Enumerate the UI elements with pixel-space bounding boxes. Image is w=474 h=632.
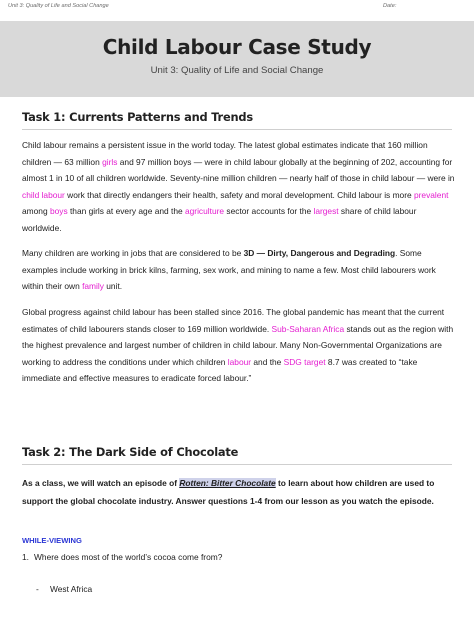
answer-text: West Africa [50,584,93,594]
term-3d: 3D — Dirty, Dangerous and Degrading [243,248,396,258]
while-viewing-heading: WHILE-VIEWING [22,536,82,545]
question-number: 1. [22,552,29,562]
answer-1 [36,584,92,594]
keyword-prevalent: prevalent [413,189,449,200]
keyword-child-labour: child labour [22,189,65,200]
keyword-family: family [82,281,104,292]
document-subtitle: Unit 3: Quality of Life and Social Change [150,65,324,76]
task1-paragraph-2: Many children are working in jobs that are considered to be 3D — Dirty, Dangerous and Degrading. Some examples include working in brick kilns, farming, sex work, and mining to name a few. Most child labourers work within their own family unit. [22,248,436,292]
keyword-largest: largest [313,206,339,217]
task2-intro: As a class, we will watch an episode of Rotten: Bitter Chocolate to learn about how children are used to support the global chocolate industry. Answer questions 1-4 from our lesson as you watch the episode. [22,478,435,506]
answer-dash: - [36,584,39,594]
date-label: Date: [383,3,397,9]
task1-paragraph-1: Child labour remains a persistent issue in the world today. The latest global estimates indicate that 160 million children — 63 million girls and 97 million boys — were in child labour globally at the beginning of 202, accounting for almost 1 in 10 of all children worldwide. Seventy-nine million children — nearly half of those in child labour — were in child labour work that directly endangers their health, safety and moral development. Child labour is more prevalent among boys than girls at every age and the agriculture sector accounts for the largest share of child labour worldwide. [22,140,455,233]
keyword-sub-saharan-africa: Sub-Saharan Africa [271,323,345,334]
unit-label: Unit 3: Quality of Life and Social Change [8,3,109,9]
title-banner [0,21,474,97]
keyword-agriculture: agriculture [184,206,225,217]
question-text: Where does most of the world’s cocoa come from? [34,552,223,562]
keyword-labour: labour [227,356,252,367]
episode-title: Rotten: Bitter Chocolate [179,478,276,488]
task1-paragraph-3: Global progress against child labour has been stalled since 2016. The global pandemic has meant that the current estimates of child labourers stands closer to 169 million worldwide. Sub-Saharan Africa stands out as the region with the highest prevalence and largest number of children in child labour. Many Non-Governmental Organizations are working to address the conditions under which children labour and the SDG target 8.7 was created to “take immediate and effective measures to eradicate forced labour.” [22,307,454,384]
keyword-girls: girls [102,156,118,167]
task2-heading: Task 2: The Dark Side of Chocolate [22,445,239,459]
keyword-sdg-target: SDG target [283,356,326,367]
task2-divider [22,464,452,465]
task1-divider [22,129,452,130]
question-1 [22,552,222,562]
task1-heading: Task 1: Currents Patterns and Trends [22,110,253,124]
document-title: Child Labour Case Study [102,35,372,59]
keyword-boys: boys [49,206,68,217]
